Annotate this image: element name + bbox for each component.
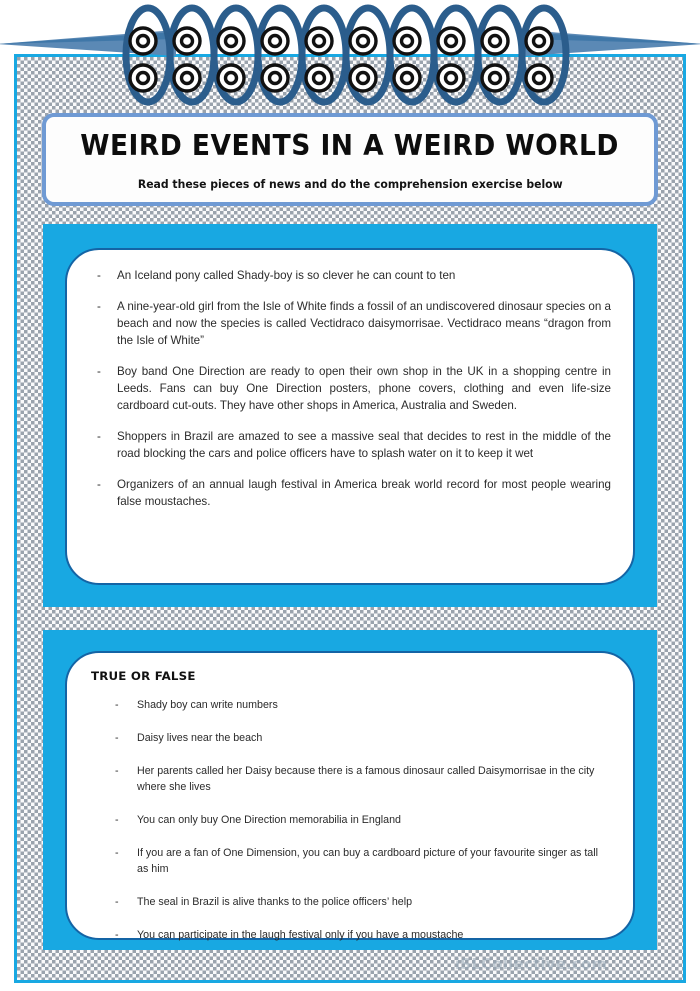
exercise-item[interactable] — [115, 894, 609, 910]
news-list — [97, 268, 611, 525]
news-bullet: - — [97, 430, 101, 444]
news-item-text: Boy band One Direction are ready to open their own shop in the UK in a shopping centre in Leeds. Fans can buy One Direction posters, phone covers, clothing and even life-size cardboard cut-outs. They have other shops in America, Australia and Sweden. — [117, 365, 611, 412]
page-title: WEIRD EVENTS IN A WEIRD WORLD — [80, 128, 620, 162]
exercise-bullet: - — [115, 896, 119, 908]
exercise-item[interactable] — [115, 730, 609, 746]
watermark: iSLCollective.com — [455, 955, 608, 973]
exercise-item-text: Her parents called her Daisy because there is a famous dinosaur called Daisymorrisae in the city where she lives — [137, 765, 595, 793]
page-subtitle: Read these pieces of news and do the comprehension exercise below — [137, 177, 563, 191]
news-card — [65, 248, 635, 585]
exercise-bullet: - — [115, 765, 119, 777]
exercise-item[interactable] — [115, 697, 609, 713]
header-card — [42, 113, 658, 206]
exercise-bullet: - — [115, 929, 119, 941]
exercise-bullet: - — [115, 732, 119, 744]
news-item-text: Shoppers in Brazil are amazed to see a massive seal that decides to rest in the middle of the road blocking the cars and police officers have to splash water on it to keep it wet — [117, 430, 611, 460]
exercise-item-text: Shady boy can write numbers — [137, 699, 278, 711]
news-item — [97, 268, 611, 285]
right-wedge-arrow-icon — [524, 30, 700, 54]
news-item — [97, 477, 611, 511]
news-item-text: A nine-year-old girl from the Isle of White finds a fossil of an undiscovered dinosaur species on a beach and now the species is called Vectidraco daisymorrisae. Vectidraco means “dragon from the Isle of White” — [117, 300, 611, 347]
exercise-item-text: You can only buy One Direction memorabilia in England — [137, 814, 401, 826]
news-bullet: - — [97, 365, 101, 379]
news-item-text: An Iceland pony called Shady-boy is so clever he can count to ten — [117, 269, 456, 282]
news-item — [97, 299, 611, 349]
exercise-item-text: The seal in Brazil is alive thanks to the police officers’ help — [137, 896, 413, 908]
news-item — [97, 364, 611, 414]
news-bullet: - — [97, 269, 101, 282]
exercise-item[interactable] — [115, 845, 609, 877]
exercise-item-text: If you are a fan of One Dimension, you can buy a cardboard picture of your favourite singer as tall as him — [137, 847, 599, 875]
news-item — [97, 429, 611, 463]
news-bullet: - — [97, 478, 101, 492]
exercise-list — [115, 697, 609, 960]
exercise-item-text: Daisy lives near the beach — [137, 732, 263, 744]
exercise-bullet: - — [115, 847, 119, 859]
exercise-item[interactable] — [115, 812, 609, 828]
left-wedge-arrow-icon — [0, 30, 176, 54]
exercise-bullet: - — [115, 699, 119, 711]
exercise-bullet: - — [115, 814, 119, 826]
news-item-text: Organizers of an annual laugh festival in America break world record for most people wearing false moustaches. — [117, 478, 611, 508]
exercise-item[interactable] — [115, 763, 609, 795]
exercise-card — [65, 651, 635, 940]
news-bullet: - — [97, 300, 101, 314]
exercise-item[interactable] — [115, 927, 609, 943]
exercise-heading: TRUE OR FALSE — [91, 669, 196, 683]
exercise-item-text: You can participate in the laugh festival only if you have a moustache — [137, 929, 464, 941]
